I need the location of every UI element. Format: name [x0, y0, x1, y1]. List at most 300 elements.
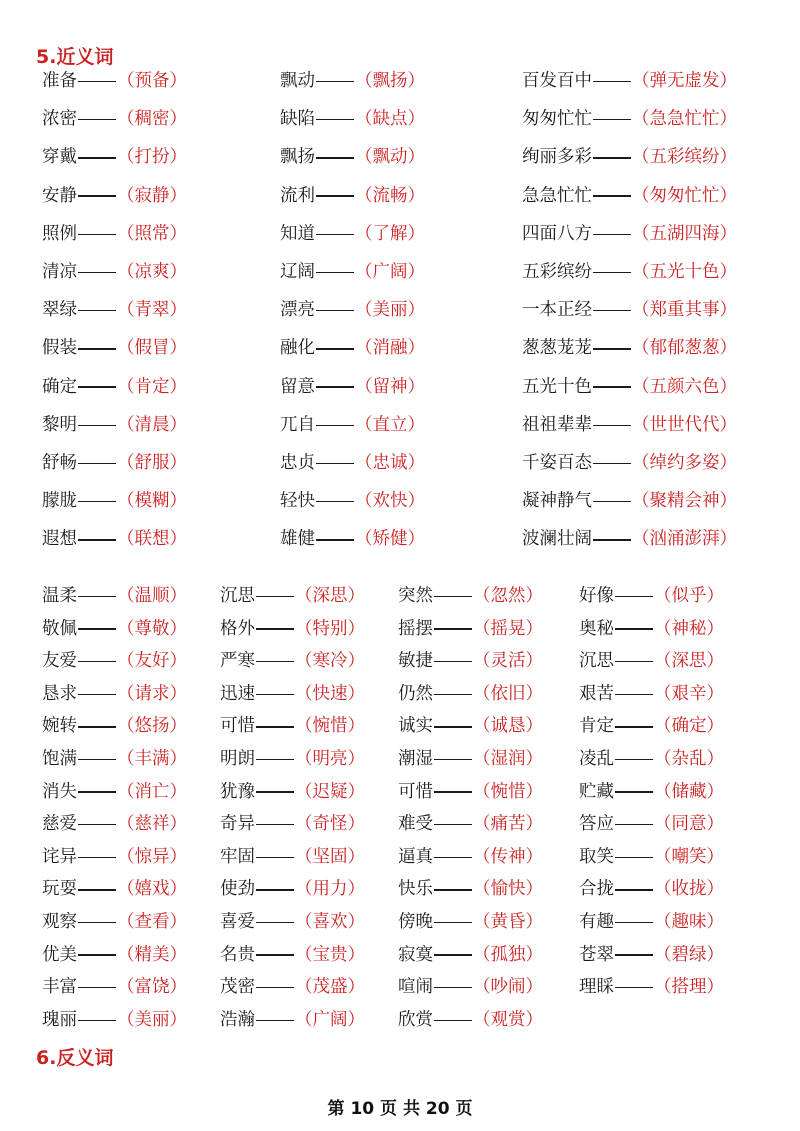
dash-line	[78, 157, 116, 159]
synonym-pair	[42, 261, 187, 283]
synonym: （模糊）	[117, 491, 187, 512]
synonym-pair	[220, 748, 365, 770]
dash-line	[316, 386, 354, 388]
word: 突然	[398, 586, 433, 606]
dash-line	[434, 726, 472, 728]
synonym-pair	[398, 650, 543, 672]
synonym: （郁郁葱葱）	[632, 338, 737, 359]
dash-line	[78, 348, 116, 350]
word: 诚实	[398, 716, 433, 737]
synonym: （稠密）	[117, 109, 187, 130]
dash-line	[316, 157, 354, 159]
synonym: （汹涌澎湃）	[632, 529, 737, 550]
synonym: （灵活）	[473, 651, 543, 672]
word: 傍晚	[398, 912, 433, 932]
synonym: （照常）	[117, 223, 187, 244]
synonym-pair	[398, 618, 543, 640]
dash-line	[256, 628, 294, 630]
dash-line	[78, 310, 116, 312]
synonym-pair	[42, 944, 187, 966]
synonym-pair	[522, 414, 737, 436]
dash-line	[316, 81, 354, 83]
dash-line	[434, 628, 472, 630]
synonym-pair	[42, 490, 187, 512]
dash-line	[256, 889, 294, 891]
dash-line	[78, 791, 116, 793]
word: 飘动	[280, 71, 315, 91]
word: 茂密	[220, 977, 255, 998]
synonym-pair	[579, 650, 724, 672]
synonym-pair	[42, 650, 187, 672]
synonym: （坚固）	[295, 846, 365, 867]
synonym: （匆匆忙忙）	[632, 185, 737, 206]
word: 喧闹	[398, 977, 433, 998]
dash-line	[256, 694, 294, 696]
dash-line	[78, 539, 116, 541]
dash-line	[593, 310, 631, 312]
synonym: （明亮）	[295, 749, 365, 769]
dash-line	[615, 987, 653, 989]
synonym-pair	[398, 748, 543, 770]
synonym: （观赏）	[473, 1009, 543, 1030]
synonym-pair	[579, 813, 724, 835]
dash-line	[256, 987, 294, 989]
synonym-pair	[398, 1009, 543, 1031]
word: 舒畅	[42, 453, 77, 473]
synonym: （神秘）	[654, 618, 724, 639]
synonym: （寒冷）	[295, 651, 365, 672]
dash-line	[78, 661, 116, 663]
word: 绚丽多彩	[522, 147, 592, 168]
synonym-pair	[220, 618, 365, 640]
synonym-pair	[220, 911, 365, 933]
dash-line	[593, 425, 631, 427]
synonym-pair	[42, 185, 187, 207]
synonym: （聚精会神）	[632, 491, 737, 512]
synonym: （留神）	[355, 376, 425, 397]
dash-line	[316, 119, 354, 121]
synonym-pair	[280, 185, 425, 207]
synonym: （世世代代）	[632, 414, 737, 435]
synonym-pair	[280, 108, 425, 130]
dash-line	[593, 272, 631, 274]
synonym: （流畅）	[355, 185, 425, 206]
synonym-pair	[522, 185, 737, 207]
synonym: （凉爽）	[117, 262, 187, 282]
synonym-pair	[42, 70, 187, 92]
word: 葱葱茏茏	[522, 338, 592, 359]
dash-line	[78, 889, 116, 891]
synonym-pair	[42, 781, 187, 803]
synonym-pair	[220, 715, 365, 737]
word: 友爱	[42, 651, 77, 672]
word: 浓密	[42, 109, 77, 130]
word: 遐想	[42, 529, 77, 550]
synonym-pair	[398, 715, 543, 737]
dash-line	[316, 234, 354, 236]
word: 欣赏	[398, 1009, 433, 1030]
synonym-pair	[398, 813, 543, 835]
synonym-pair	[522, 376, 737, 398]
word: 兀自	[280, 414, 315, 435]
word: 理睬	[579, 977, 614, 998]
word: 千姿百态	[522, 453, 592, 473]
word: 慈爱	[42, 814, 77, 835]
word: 缺陷	[280, 109, 315, 130]
synonym: （摇晃）	[473, 618, 543, 639]
dash-line	[78, 628, 116, 630]
word: 留意	[280, 376, 315, 397]
word: 照例	[42, 223, 77, 244]
synonym-pair	[579, 618, 724, 640]
dash-line	[615, 857, 653, 859]
synonym-pair	[522, 528, 737, 550]
synonym: （富饶）	[117, 977, 187, 998]
synonym: （同意）	[654, 814, 724, 835]
synonym-pair	[280, 376, 425, 398]
synonym: （请求）	[117, 683, 187, 704]
synonym-pair	[522, 70, 737, 92]
synonym-pair	[522, 337, 737, 359]
word: 朦胧	[42, 491, 77, 512]
synonym: （喜欢）	[295, 912, 365, 932]
dash-line	[434, 857, 472, 859]
synonym: （嬉戏）	[117, 879, 187, 900]
synonym: （茂盛）	[295, 977, 365, 998]
dash-line	[256, 791, 294, 793]
synonym-pair	[398, 878, 543, 900]
word: 准备	[42, 71, 77, 91]
word: 雄健	[280, 529, 315, 550]
word: 观察	[42, 912, 77, 932]
dash-line	[615, 889, 653, 891]
word: 严寒	[220, 651, 255, 672]
word: 艰苦	[579, 683, 614, 704]
synonym: （温顺）	[117, 586, 187, 606]
word: 安静	[42, 185, 77, 206]
synonym: （消亡）	[117, 781, 187, 802]
synonym-pair	[579, 683, 724, 705]
word: 波澜壮阔	[522, 529, 592, 550]
word: 温柔	[42, 586, 77, 606]
word: 沉思	[220, 586, 255, 606]
synonym: （五颜六色）	[632, 376, 737, 397]
synonym-pair	[42, 618, 187, 640]
word: 确定	[42, 376, 77, 397]
synonym: （忠诚）	[355, 453, 425, 473]
word: 沉思	[579, 651, 614, 672]
synonym-pair	[220, 976, 365, 998]
word: 难受	[398, 814, 433, 835]
synonym: （迟疑）	[295, 781, 365, 802]
synonym: （特别）	[295, 618, 365, 639]
dash-line	[593, 463, 631, 465]
dash-line	[615, 628, 653, 630]
synonym-pair	[280, 452, 425, 474]
synonym: （确定）	[654, 716, 724, 737]
word: 可惜	[398, 781, 433, 802]
synonym-pair	[42, 748, 187, 770]
dash-line	[78, 234, 116, 236]
synonym: （碧绿）	[654, 944, 724, 965]
synonym-pair	[42, 878, 187, 900]
word: 凌乱	[579, 749, 614, 769]
word: 答应	[579, 814, 614, 835]
dash-line	[78, 596, 116, 598]
dash-line	[434, 596, 472, 598]
dash-line	[434, 759, 472, 761]
dash-line	[434, 954, 472, 956]
dash-line	[434, 791, 472, 793]
dash-line	[316, 348, 354, 350]
synonym: （飘动）	[355, 147, 425, 168]
word: 仍然	[398, 683, 433, 704]
word: 犹豫	[220, 781, 255, 802]
synonym: （五彩缤纷）	[632, 147, 737, 168]
synonym: （弹无虚发）	[632, 71, 737, 91]
synonym: （打扮）	[117, 147, 187, 168]
synonym: （痛苦）	[473, 814, 543, 835]
synonym-pair	[220, 585, 365, 607]
synonym-pair	[42, 1009, 187, 1031]
dash-line	[256, 596, 294, 598]
synonym: （友好）	[117, 651, 187, 672]
dash-line	[615, 661, 653, 663]
word: 快乐	[398, 879, 433, 900]
word: 名贵	[220, 944, 255, 965]
synonym-pair	[398, 911, 543, 933]
synonym: （惋惜）	[295, 716, 365, 737]
word: 忠贞	[280, 453, 315, 473]
synonym: （忽然）	[473, 586, 543, 606]
synonym-pair	[42, 715, 187, 737]
word: 取笑	[579, 846, 614, 867]
synonym-pair	[579, 585, 724, 607]
dash-line	[593, 234, 631, 236]
dash-line	[615, 824, 653, 826]
synonym: （快速）	[295, 683, 365, 704]
synonym: （急急忙忙）	[632, 109, 737, 130]
synonym: （传神）	[473, 846, 543, 867]
word: 有趣	[579, 912, 614, 932]
dash-line	[434, 661, 472, 663]
word: 五彩缤纷	[522, 262, 592, 282]
dash-line	[256, 759, 294, 761]
synonym: （吵闹）	[473, 977, 543, 998]
synonym-pair	[280, 299, 425, 321]
synonym: （丰满）	[117, 749, 187, 769]
dash-line	[78, 425, 116, 427]
word: 流利	[280, 185, 315, 206]
dash-line	[316, 310, 354, 312]
synonym: （收拢）	[654, 879, 724, 900]
synonym-pair	[42, 585, 187, 607]
word: 摇摆	[398, 618, 433, 639]
dash-line	[593, 501, 631, 503]
dash-line	[615, 791, 653, 793]
dash-line	[434, 889, 472, 891]
dash-line	[256, 922, 294, 924]
word: 黎明	[42, 414, 77, 435]
synonym-pair	[280, 261, 425, 283]
synonym-pair	[579, 976, 724, 998]
synonym: （直立）	[355, 414, 425, 435]
word: 迅速	[220, 683, 255, 704]
dash-line	[316, 272, 354, 274]
synonym-pair	[280, 70, 425, 92]
dash-line	[256, 1020, 294, 1022]
synonym-pair	[522, 223, 737, 245]
dash-line	[256, 661, 294, 663]
word: 可惜	[220, 716, 255, 737]
word: 消失	[42, 781, 77, 802]
word: 敬佩	[42, 618, 77, 639]
word: 奥秘	[579, 618, 614, 639]
word: 清凉	[42, 262, 77, 282]
synonym-pair	[220, 683, 365, 705]
page-footer: 第 10 页 共 20 页	[327, 1099, 473, 1119]
dash-line	[78, 759, 116, 761]
synonym-pair	[220, 1009, 365, 1031]
synonym: （郑重其事）	[632, 300, 737, 321]
word: 匆匆忙忙	[522, 109, 592, 130]
synonym-pair	[579, 911, 724, 933]
synonym-pair	[280, 490, 425, 512]
synonym: （诚恳）	[473, 716, 543, 737]
dash-line	[78, 501, 116, 503]
synonym: （搭理）	[654, 977, 724, 998]
dash-line	[615, 596, 653, 598]
word: 肯定	[579, 716, 614, 737]
dash-line	[593, 386, 631, 388]
word: 恳求	[42, 683, 77, 704]
synonym: （缺点）	[355, 109, 425, 130]
word: 逼真	[398, 846, 433, 867]
synonym-pair	[280, 414, 425, 436]
synonym-pair	[579, 846, 724, 868]
word: 四面八方	[522, 223, 592, 244]
synonym: （嘲笑）	[654, 846, 724, 867]
synonym: （湿润）	[473, 749, 543, 769]
synonym-pair	[42, 146, 187, 168]
dash-line	[78, 726, 116, 728]
synonym-pair	[280, 223, 425, 245]
synonym: （广阔）	[355, 262, 425, 282]
synonym: （孤独）	[473, 944, 543, 965]
dash-line	[256, 857, 294, 859]
word: 百发百中	[522, 71, 592, 91]
synonym: （青翠）	[117, 300, 187, 321]
word: 明朗	[220, 749, 255, 769]
synonym-pair	[42, 376, 187, 398]
word: 寂寞	[398, 944, 433, 965]
dash-line	[316, 425, 354, 427]
synonym: （消融）	[355, 338, 425, 359]
word: 辽阔	[280, 262, 315, 282]
synonym-pair	[220, 781, 365, 803]
synonym-pair	[220, 813, 365, 835]
dash-line	[78, 954, 116, 956]
word: 饱满	[42, 749, 77, 769]
dash-line	[78, 694, 116, 696]
synonym-pair	[280, 528, 425, 550]
synonym-pair	[398, 683, 543, 705]
word: 玩耍	[42, 879, 77, 900]
synonym: （肯定）	[117, 376, 187, 397]
synonym-pair	[280, 146, 425, 168]
synonym-pair	[42, 976, 187, 998]
synonym-pair	[220, 878, 365, 900]
synonym-pair	[522, 452, 737, 474]
dash-line	[78, 119, 116, 121]
dash-line	[78, 922, 116, 924]
synonym: （舒服）	[117, 453, 187, 473]
synonym: （查看）	[117, 912, 187, 932]
word: 祖祖辈辈	[522, 414, 592, 435]
synonym: （预备）	[117, 71, 187, 91]
word: 潮湿	[398, 749, 433, 769]
synonym-pair	[579, 781, 724, 803]
word: 瑰丽	[42, 1009, 77, 1030]
synonym-pair	[42, 414, 187, 436]
synonym: （用力）	[295, 879, 365, 900]
word: 好像	[579, 586, 614, 606]
synonym: （联想）	[117, 529, 187, 550]
word: 丰富	[42, 977, 77, 998]
synonym: （五光十色）	[632, 262, 737, 282]
dash-line	[78, 272, 116, 274]
synonym-pair	[42, 528, 187, 550]
synonym: （精美）	[117, 944, 187, 965]
section-heading-synonyms: 5.近义词	[36, 46, 114, 68]
word: 融化	[280, 338, 315, 359]
section-heading-antonyms: 6.反义词	[36, 1047, 114, 1069]
synonym-pair	[398, 846, 543, 868]
word: 奇异	[220, 814, 255, 835]
synonym-pair	[579, 878, 724, 900]
word: 牢固	[220, 846, 255, 867]
synonym: （了解）	[355, 223, 425, 244]
synonym-pair	[398, 781, 543, 803]
synonym: （慈祥）	[117, 814, 187, 835]
synonym-pair	[220, 944, 365, 966]
dash-line	[434, 987, 472, 989]
synonym: （假冒）	[117, 338, 187, 359]
synonym: （广阔）	[295, 1009, 365, 1030]
word: 急急忙忙	[522, 185, 592, 206]
dash-line	[78, 1020, 116, 1022]
synonym-pair	[220, 846, 365, 868]
synonym-pair	[42, 452, 187, 474]
dash-line	[434, 1020, 472, 1022]
word: 婉转	[42, 716, 77, 737]
dash-line	[593, 157, 631, 159]
synonym-pair	[522, 261, 737, 283]
dash-line	[615, 922, 653, 924]
synonym-pair	[42, 683, 187, 705]
dash-line	[615, 726, 653, 728]
word: 凝神静气	[522, 491, 592, 512]
word: 轻快	[280, 491, 315, 512]
synonym-pair	[42, 911, 187, 933]
dash-line	[434, 824, 472, 826]
word: 穿戴	[42, 147, 77, 168]
word: 假装	[42, 338, 77, 359]
synonym: （飘扬）	[355, 71, 425, 91]
dash-line	[593, 195, 631, 197]
word: 敏捷	[398, 651, 433, 672]
synonym: （寂静）	[117, 185, 187, 206]
